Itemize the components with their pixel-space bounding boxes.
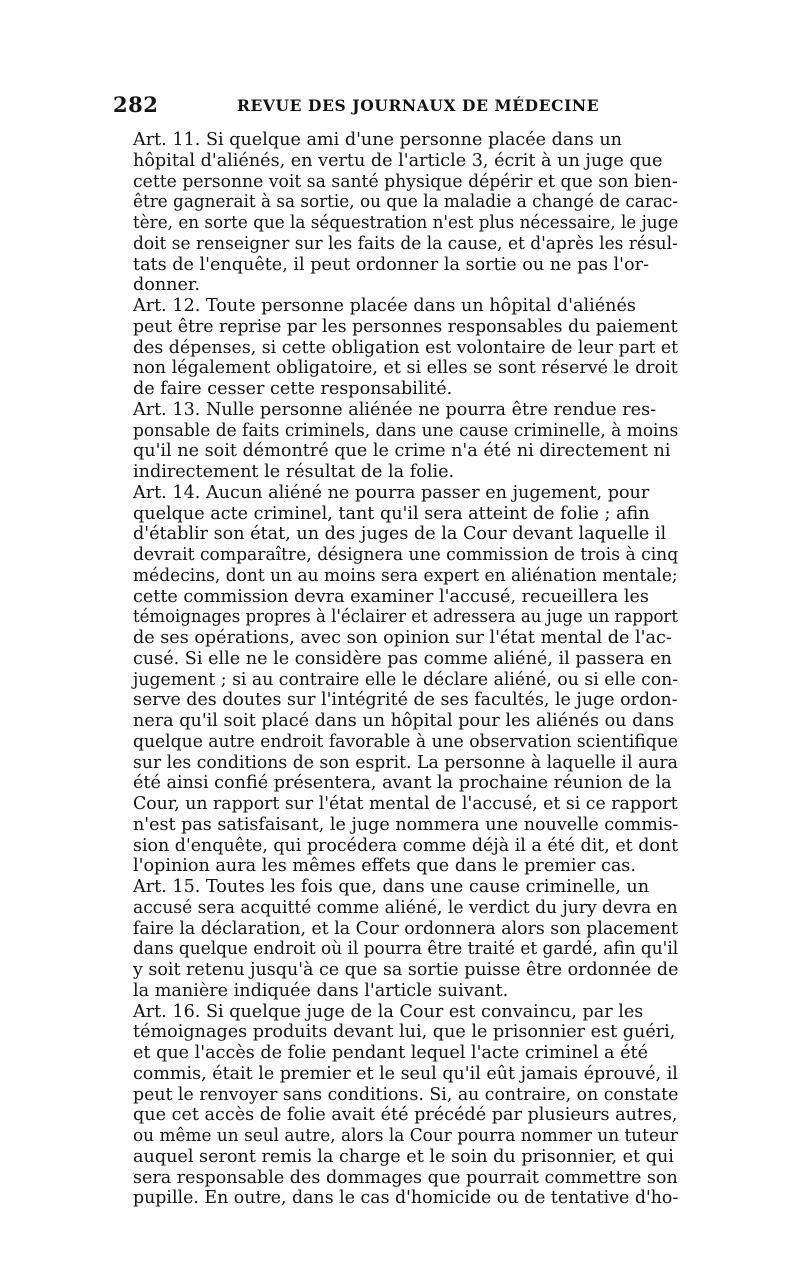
text-line: tère, en sorte que la séquestration n'est plus nécessaire, le juge <box>133 213 679 233</box>
text-line: l'opinion aura les mêmes effets que dans le premier cas. <box>133 856 636 877</box>
text-line: d'établir son état, un des juges de la Cour devant laquelle il <box>133 524 667 545</box>
text-line: des dépenses, si cette obligation est volontaire de leur part et <box>133 337 679 358</box>
text-line: peut le renvoyer sans conditions. Si, au contraire, on constate <box>133 1084 679 1105</box>
text-line: médecins, dont un au moins sera expert en aliénation mentale; <box>133 565 678 586</box>
text-line: la manière indiquée dans l'article suivant. <box>133 980 509 1001</box>
text-line: donner. <box>133 275 200 296</box>
text-line: quelque autre endroit favorable à une observation scientifique <box>133 731 678 752</box>
text-line: ponsable de faits criminels, dans une cause criminelle, à moins <box>133 420 679 441</box>
text-line: auquel seront remis la charge et le soin du prisonnier, et qui <box>133 1146 674 1167</box>
text-line: Art. 11. Si quelque ami d'une personne placée dans un <box>133 130 622 150</box>
text-line: que cet accès de folie avait été précédé par plusieurs autres, <box>133 1105 678 1126</box>
text-line: de faire cesser cette responsabilité. <box>133 379 453 399</box>
text-line: ou même un seul autre, alors la Cour pourra nommer un tuteur <box>133 1126 678 1146</box>
text-line: été ainsi confié présentera, avant la prochaine réunion de la <box>133 773 672 794</box>
page-number: 282 <box>113 92 159 117</box>
text-line: de ses opérations, avec son opinion sur l'état mental de l'ac- <box>133 628 672 648</box>
text-line: pupille. En outre, dans le cas d'homicide ou de tentative d'ho- <box>133 1188 679 1209</box>
text-line: non légalement obligatoire, et si elles se sont réservé le droit <box>133 358 678 379</box>
text-line: qu'il ne soit démontré que le crime n'a été ni directement ni <box>133 441 671 462</box>
text-line: accusé sera acquitté comme aliéné, le verdict du jury devra en <box>133 897 678 918</box>
text-line: cette commission devra examiner l'accusé, recueillera les <box>133 586 649 607</box>
text-line: témoignages propres à l'éclairer et adressera au juge un rapport <box>133 607 678 628</box>
text-line: jugement ; si au contraire elle le déclare aliéné, ou si elle con- <box>133 669 679 690</box>
text-line: sion d'enquête, qui procédera comme déjà il a été dit, et dont <box>133 835 679 856</box>
text-line: sur les conditions de son esprit. La personne à laquelle il aura <box>133 752 678 773</box>
text-line: doit se renseigner sur les faits de la cause, et d'après les résul- <box>133 233 678 254</box>
text-line: serve des doutes sur l'intégrité de ses facultés, le juge ordon- <box>133 690 678 711</box>
text-line: être gagnerait à sa sortie, ou que la maladie a changé de carac- <box>133 192 679 213</box>
text-line: Art. 15. Toutes les fois que, dans une cause criminelle, un <box>133 877 650 897</box>
body-text <box>133 130 678 1209</box>
text-line: commis, était le premier et le seul qu'il eût jamais éprouvé, il <box>133 1063 678 1084</box>
text-line: faire la déclaration, et la Cour ordonnera alors son placement <box>133 918 679 939</box>
text-line: témoignages produits devant lui, que le prisonnier est guéri, <box>133 1022 676 1043</box>
text-line: Art. 12. Toute personne placée dans un hôpital d'aliénés <box>133 296 636 316</box>
text-line: et que l'accès de folie pendant lequel l'acte criminel a été <box>133 1043 649 1063</box>
text-line: nera qu'il soit placé dans un hôpital pour les aliénés ou dans <box>133 711 675 731</box>
text-line: tats de l'enquête, il peut ordonner la sortie ou ne pas l'or- <box>133 254 649 275</box>
running-title: REVUE DES JOURNAUX DE MÉDECINE <box>237 96 600 115</box>
text-line: Cour, un rapport sur l'état mental de l'accusé, et si ce rapport <box>133 794 678 814</box>
page-header <box>113 92 678 122</box>
text-line: sera responsable des dommages que pourrait commettre son <box>133 1167 678 1188</box>
text-line: devrait comparaître, désignera une commission de trois à cinq <box>133 545 679 565</box>
text-line: hôpital d'aliénés, en vertu de l'article 3, écrit à un juge que <box>133 150 663 171</box>
text-line: Art. 14. Aucun aliéné ne pourra passer en jugement, pour <box>133 482 650 503</box>
text-line: y soit retenu jusqu'à ce que sa sortie puisse être ordonnée de <box>133 960 679 980</box>
text-line: peut être reprise par les personnes responsables du paiement <box>133 316 678 337</box>
text-line: indirectement le résultat de la folie. <box>133 462 455 482</box>
text-line: cusé. Si elle ne le considère pas comme aliéné, il passera en <box>133 648 672 669</box>
text-line: dans quelque endroit où il pourra être traité et gardé, afin qu'il <box>133 939 679 960</box>
text-line: n'est pas satisfaisant, le juge nommera une nouvelle commis- <box>133 814 679 835</box>
text-line: Art. 16. Si quelque juge de la Cour est convaincu, par les <box>133 1001 644 1022</box>
text-line: Art. 13. Nulle personne aliénée ne pourra être rendue res- <box>133 399 657 420</box>
text-line: cette personne voit sa santé physique dépérir et que son bien- <box>133 171 678 192</box>
text-line: quelque acte criminel, tant qu'il sera atteint de folie ; afin <box>133 503 650 524</box>
